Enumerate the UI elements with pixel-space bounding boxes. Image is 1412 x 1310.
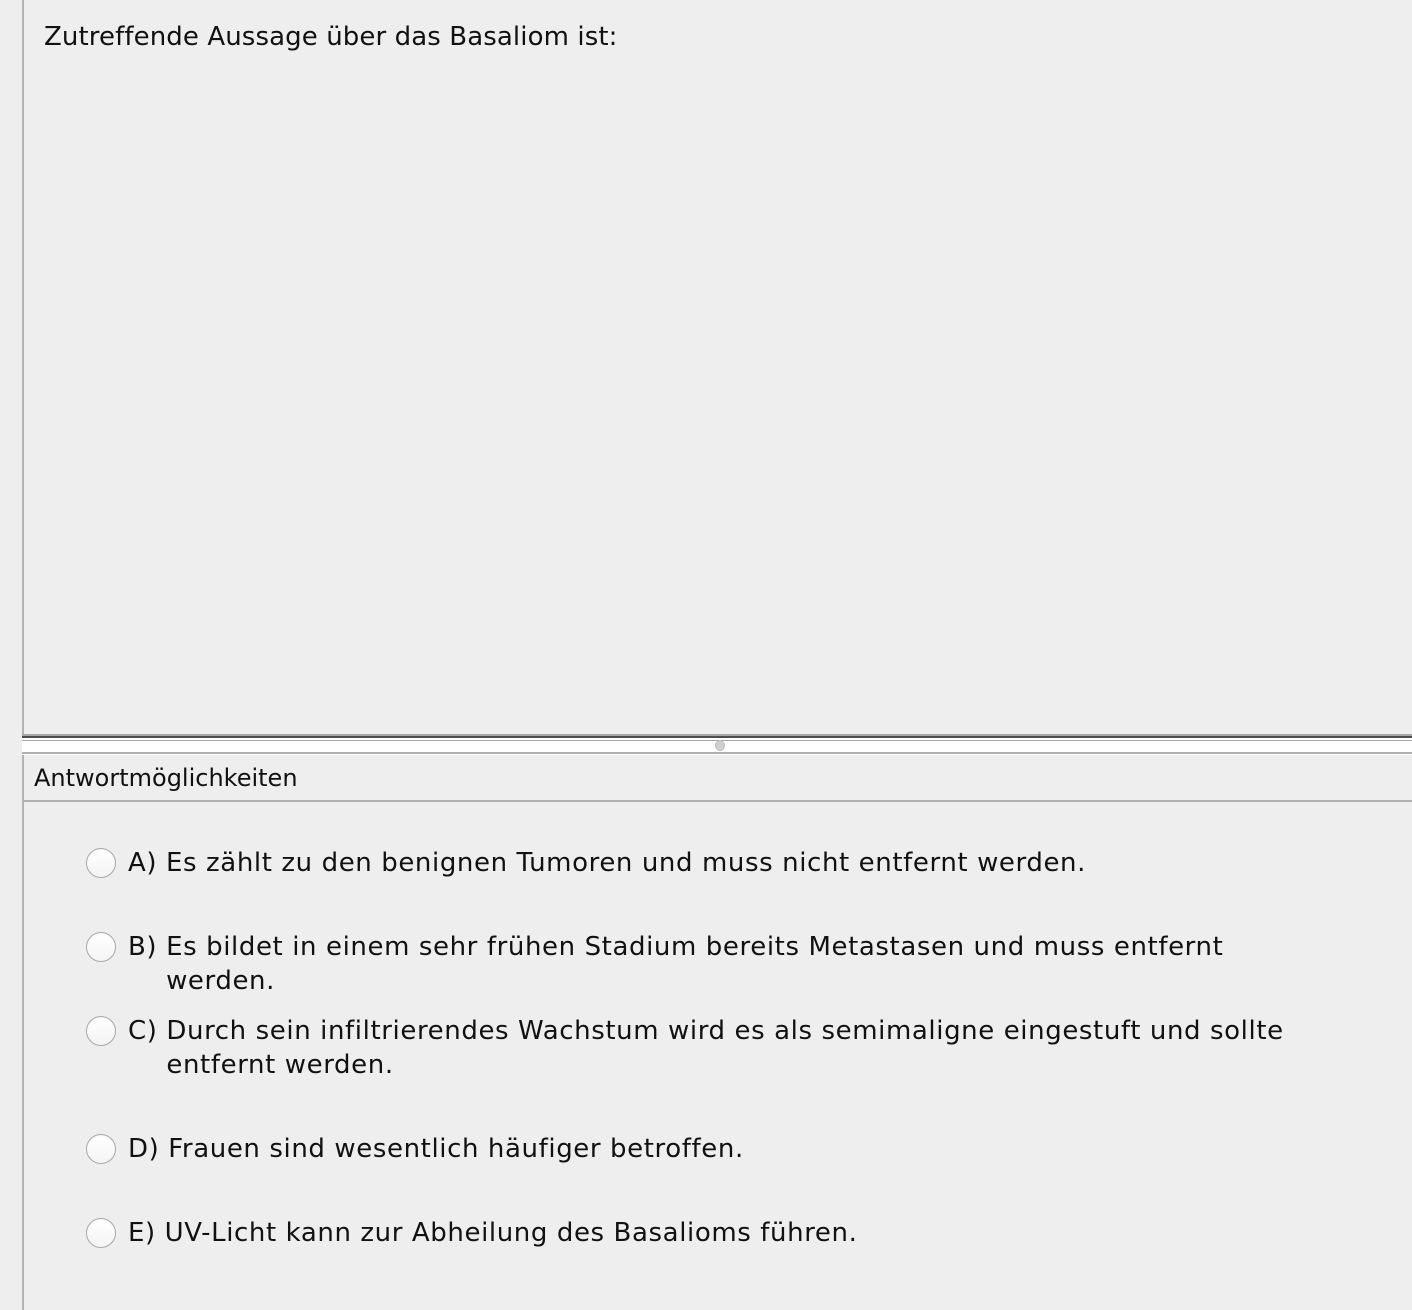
splitter-handle-icon[interactable] (715, 740, 725, 751)
option-label: Es zählt zu den benignen Tumoren und muss nicht entfernt werden. (166, 848, 1087, 878)
question-pane (24, 0, 1412, 734)
option-prefix: B) (128, 932, 158, 962)
answers-header-label: Antwortmöglichkeiten (34, 764, 298, 792)
option-label: Es bildet in einem sehr frühen Stadium bereits Metastasen und muss entfernt werden. (166, 932, 1224, 996)
option-prefix: C) (128, 1016, 158, 1046)
option-prefix: A) (128, 848, 158, 878)
answer-option-e[interactable] (86, 1218, 1295, 1250)
option-prefix: E) (128, 1218, 156, 1248)
radio-button-b[interactable] (86, 932, 116, 962)
radio-button-c[interactable] (86, 1016, 116, 1046)
splitter-divider (22, 752, 1412, 754)
answers-header (24, 756, 1412, 802)
radio-button-e[interactable] (86, 1218, 116, 1248)
answer-option-a[interactable] (86, 848, 1296, 880)
question-text: Zutreffende Aussage über das Basaliom ist: (44, 22, 618, 52)
radio-button-d[interactable] (86, 1134, 116, 1164)
option-label: UV-Licht kann zur Abheilung des Basalioms führen. (164, 1218, 858, 1248)
radio-button-a[interactable] (86, 848, 116, 878)
answer-option-b[interactable] (86, 932, 1296, 998)
answer-option-d[interactable] (86, 1134, 1298, 1166)
option-label: Durch sein infiltrierendes Wachstum wird es als semimaligne eingestuft und sollte entfernt werden. (166, 1016, 1284, 1080)
answer-option-c[interactable] (86, 1016, 1286, 1082)
option-prefix: D) (128, 1134, 160, 1164)
option-label: Frauen sind wesentlich häufiger betroffen. (168, 1134, 744, 1164)
